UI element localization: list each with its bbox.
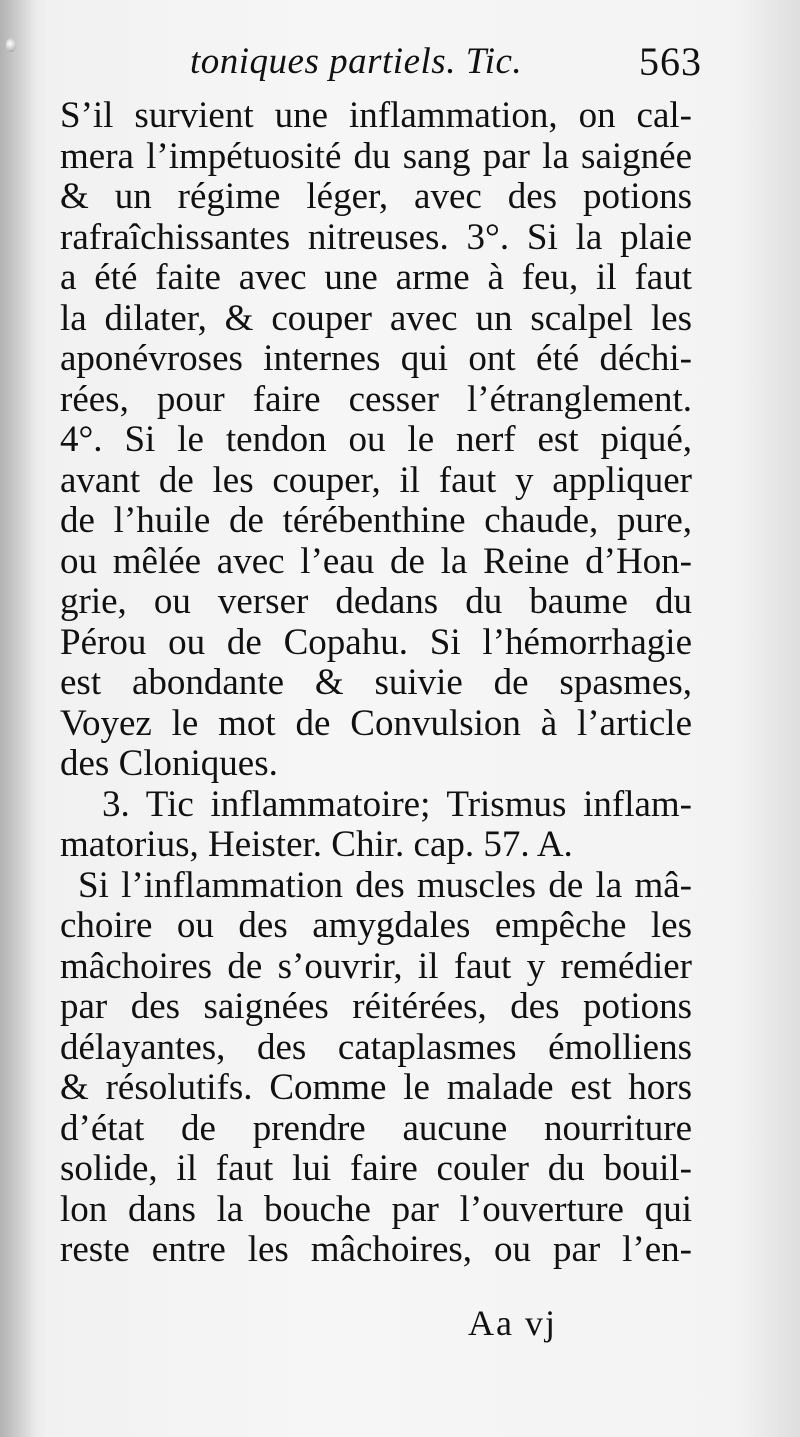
text-line: de l’huile de térébenthine chaude, pure, xyxy=(60,500,692,541)
text-line: d’état de prendre aucune nourriture xyxy=(60,1107,692,1149)
running-title: toniques partiels. Tic. xyxy=(190,41,523,82)
text-line: & un régime léger, avec des potions xyxy=(60,176,692,217)
text-line: ou mêlée avec l’eau de la Reine d’Hon- xyxy=(60,540,692,582)
section-heading: 3. Tic inflammatoire; Trismus inflam- xyxy=(102,783,692,825)
text-line: lon dans la bouche par l’ouverture qui xyxy=(60,1188,692,1230)
text-line: par des saignées réitérées, des potions xyxy=(60,986,692,1027)
text-line: aponévroses internes qui ont été déchi- xyxy=(60,338,692,379)
text-line: reste entre les mâchoires, ou par l’en- xyxy=(60,1229,692,1270)
text-line: des Cloniques. xyxy=(60,743,278,784)
text-line: délayantes, des cataplasmes émolliens xyxy=(60,1026,692,1068)
text-line: & résolutifs. Comme le malade est hors xyxy=(60,1067,692,1108)
running-head xyxy=(190,40,750,90)
text-line: rées, pour faire cesser l’étranglement. xyxy=(60,378,692,420)
text-line: 4°. Si le tendon ou le nerf est piqué, xyxy=(60,419,692,460)
binding-hole-icon xyxy=(6,38,16,52)
text-line: mâchoires de s’ouvrir, il faut y remédier xyxy=(60,945,692,987)
text-line: mera l’impétuosité du sang par la saignée xyxy=(60,135,692,177)
text-line: Si l’inflammation des muscles de la mâ- xyxy=(78,864,692,906)
text-line: a été faite avec une arme à feu, il faut xyxy=(60,257,692,298)
page-number: 563 xyxy=(639,39,702,84)
text-line: la dilater, & couper avec un scalpel les xyxy=(60,297,692,339)
text-line: est abondante & suivie de spasmes, xyxy=(60,662,692,703)
text-line: grie, ou verser dedans du baume du xyxy=(60,581,692,622)
catchword-signature: Aa vj xyxy=(468,1303,557,1343)
text-line: solide, il faut lui faire couler du bouil- xyxy=(60,1148,692,1189)
text-line: S’il survient une inflammation, on cal- xyxy=(60,95,692,136)
text-line: choire ou des amygdales empêche les xyxy=(60,905,692,946)
text-line: avant de les couper, il faut y appliquer xyxy=(60,459,692,501)
text-line: rafraîchissantes nitreuses. 3°. Si la plaie xyxy=(60,216,692,258)
text-line: Pérou ou de Copahu. Si l’hémorrhagie xyxy=(60,621,692,663)
text-line: Voyez le mot de Convulsion à l’article xyxy=(60,702,692,744)
text-line: matorius, Heister. Chir. cap. 57. A. xyxy=(60,824,573,865)
body-text xyxy=(60,96,692,1271)
binding-gutter-shadow xyxy=(0,0,36,1437)
